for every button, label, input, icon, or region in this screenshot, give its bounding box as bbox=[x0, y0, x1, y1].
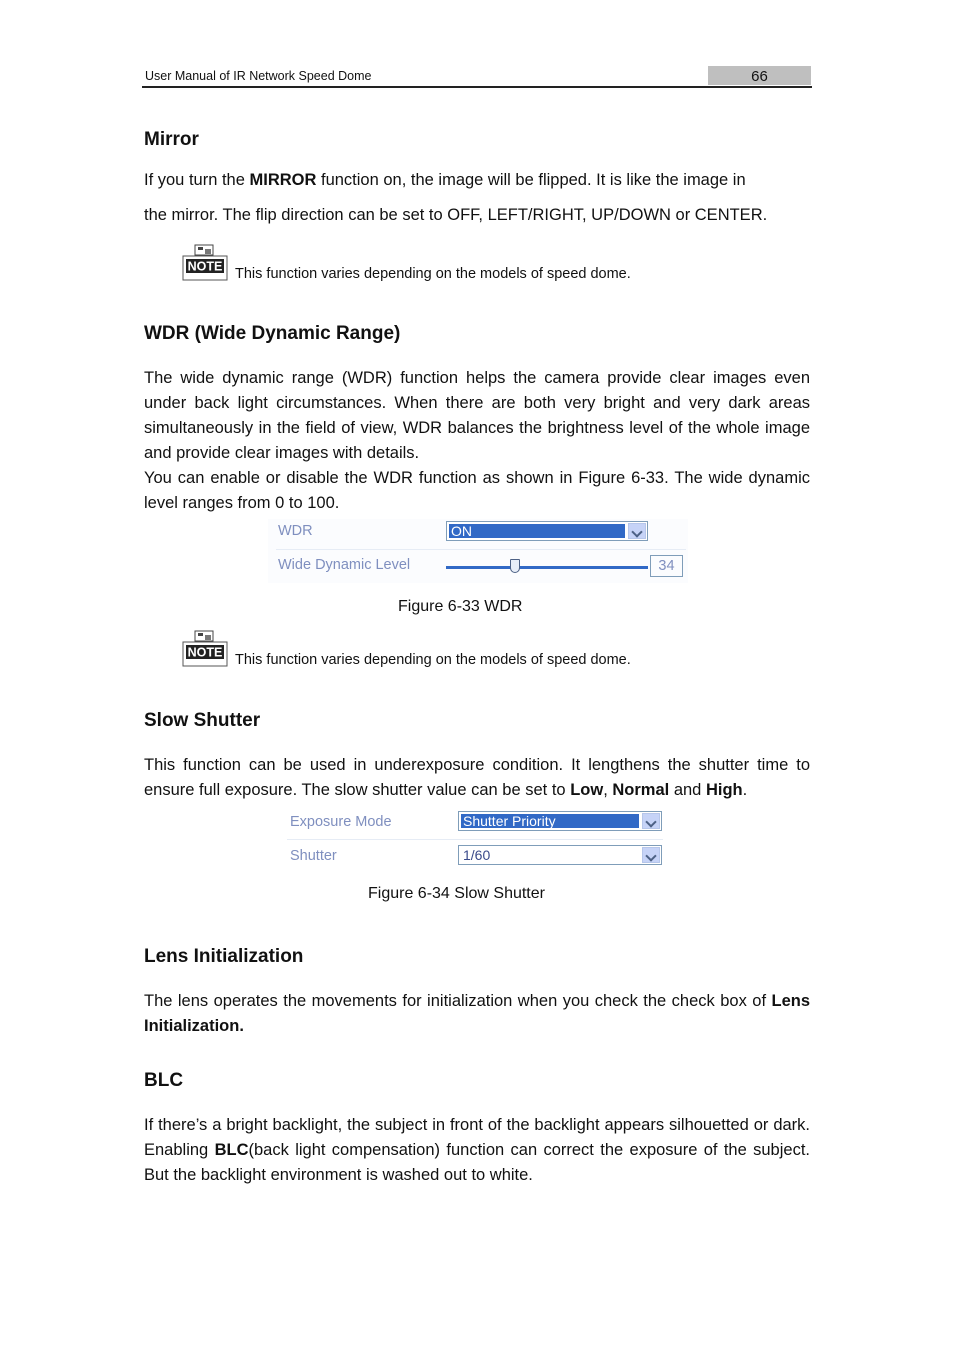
slider-handle[interactable] bbox=[510, 559, 520, 573]
shutter-select[interactable] bbox=[458, 845, 662, 865]
slow-shutter-paragraph: This function can be used in underexposure condition. It lengthens the shutter time to ensure full exposure. The slow shutter value can be set to Low, Normal and High. bbox=[144, 756, 810, 799]
figure-6-33-caption: Figure 6-33 WDR bbox=[398, 598, 523, 615]
blc-heading: BLC bbox=[144, 1070, 184, 1091]
svg-text:NOTE: NOTE bbox=[187, 259, 223, 274]
mirror-paragraph-2: the mirror. The flip direction can be set to OFF, LEFT/RIGHT, UP/DOWN or CENTER. bbox=[144, 206, 768, 224]
wdr-select-value: ON bbox=[449, 524, 625, 538]
shutter-label: Shutter bbox=[290, 848, 337, 864]
chevron-down-icon[interactable] bbox=[642, 847, 660, 863]
page-number: 66 bbox=[708, 66, 811, 85]
wdr-select[interactable] bbox=[446, 521, 648, 541]
row-divider bbox=[287, 839, 663, 840]
exposure-mode-value: Shutter Priority bbox=[461, 814, 639, 828]
header-rule bbox=[142, 86, 812, 88]
slow-shutter-heading: Slow Shutter bbox=[144, 710, 261, 731]
mirror-note-text: This function varies depending on the models of speed dome. bbox=[235, 266, 631, 282]
wdr-paragraph-2: You can enable or disable the WDR function as shown in Figure 6-33. The wide dynamic level ranges from 0 to 100. bbox=[144, 469, 810, 512]
note-icon bbox=[182, 630, 228, 668]
blc-paragraph: If there’s a bright backlight, the subject in front of the backlight appears silhouetted or dark. Enabling BLC(back light compensation) function can correct the exposure of the subject. But the backlight environment is washed out to white. bbox=[144, 1116, 810, 1184]
exposure-mode-select[interactable] bbox=[458, 811, 662, 831]
chevron-down-icon[interactable] bbox=[642, 813, 660, 829]
wdr-heading: WDR (Wide Dynamic Range) bbox=[144, 323, 401, 344]
note-icon bbox=[182, 244, 228, 282]
header-title: User Manual of IR Network Speed Dome bbox=[145, 69, 372, 83]
mirror-heading: Mirror bbox=[144, 129, 199, 150]
figure-6-34-caption: Figure 6-34 Slow Shutter bbox=[368, 885, 545, 902]
mirror-paragraph-1: If you turn the MIRROR function on, the image will be flipped. It is like the image in bbox=[144, 171, 746, 189]
wide-dynamic-level-label: Wide Dynamic Level bbox=[278, 557, 411, 573]
wide-dynamic-level-value[interactable]: 34 bbox=[650, 555, 683, 577]
chevron-down-icon[interactable] bbox=[628, 523, 646, 539]
svg-text:NOTE: NOTE bbox=[187, 645, 223, 660]
wdr-note-text: This function varies depending on the models of speed dome. bbox=[235, 652, 631, 668]
lens-initialization-heading: Lens Initialization bbox=[144, 946, 304, 967]
lens-initialization-paragraph: The lens operates the movements for initialization when you check the check box of Lens Initialization. bbox=[144, 992, 810, 1035]
wdr-settings-panel bbox=[268, 519, 688, 583]
shutter-value: 1/60 bbox=[463, 847, 491, 863]
wdr-label: WDR bbox=[278, 523, 313, 539]
slow-shutter-settings-panel bbox=[283, 808, 665, 872]
exposure-mode-label: Exposure Mode bbox=[290, 814, 392, 830]
wide-dynamic-level-slider[interactable] bbox=[446, 566, 648, 569]
row-divider bbox=[276, 549, 686, 550]
wdr-paragraph-1: The wide dynamic range (WDR) function helps the camera provide clear images even under back light circumstances. When there are both very bright and very dark areas simultaneously in the field of view, WDR balances the brightness level of the whole image and provide clear images with details. bbox=[144, 369, 810, 462]
